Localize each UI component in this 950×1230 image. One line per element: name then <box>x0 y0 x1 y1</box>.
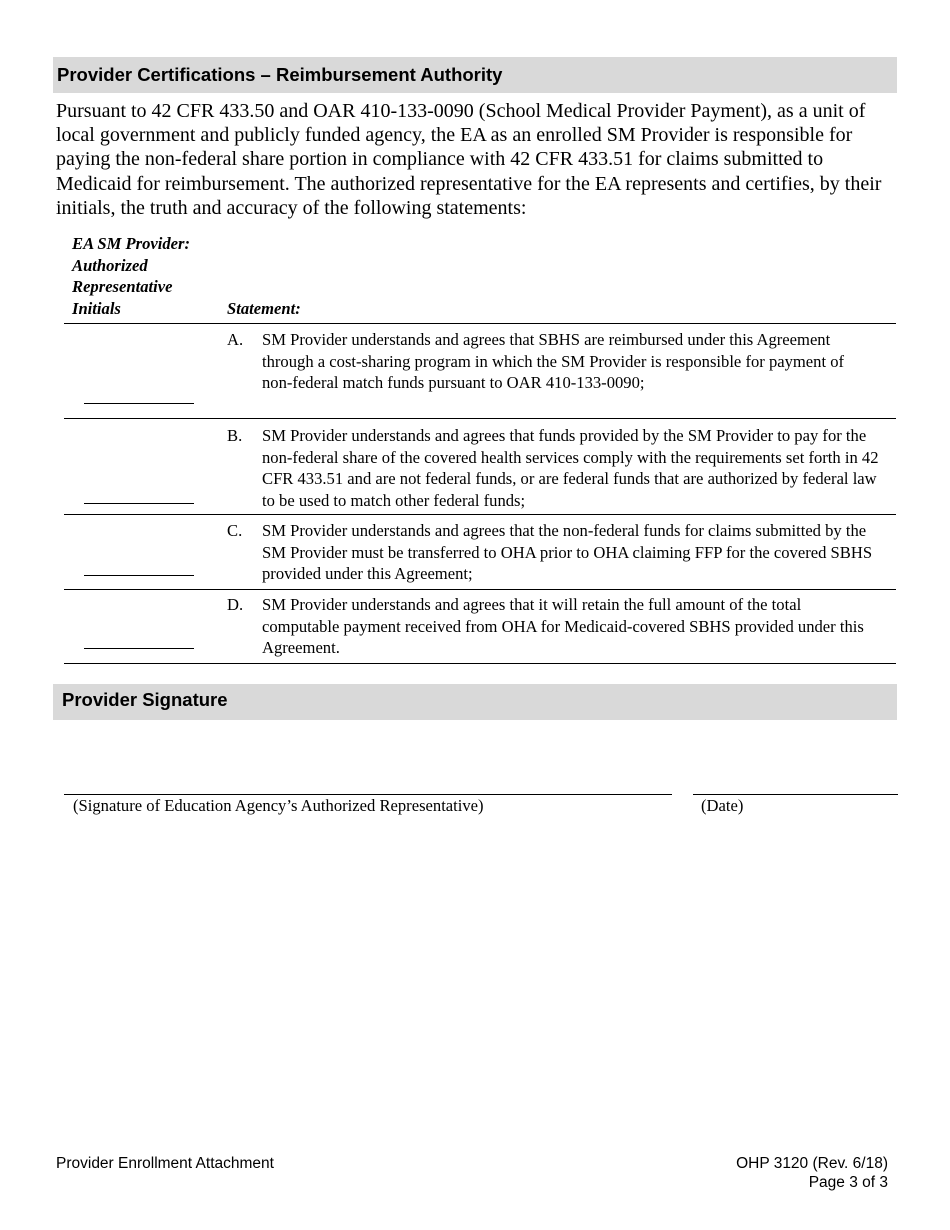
row-statement: SM Provider understands and agrees that the non-federal funds for claims submitted by the SM Provider must be transferred to OHA prior to OHA claiming FFP for the covered SBHS provided under this Agreement; <box>262 521 873 583</box>
certifications-heading: Provider Certifications – Reimbursement Authority <box>57 64 503 85</box>
row-divider <box>64 514 896 515</box>
certifications-section-header <box>53 57 897 93</box>
table-header-rule <box>64 323 896 324</box>
row-divider <box>64 418 896 419</box>
statement-column-header: Statement: <box>227 299 301 318</box>
initials-field-d[interactable] <box>84 648 194 649</box>
footer-right <box>736 1154 888 1192</box>
row-statement: SM Provider understands and agrees that funds provided by the SM Provider to pay for the non-federal share of the covered health services comply with the requirements set forth in 42 CFR 433.51 and are not federal funds, or are federal funds that are authorized by federal law to be used to match other federal funds; <box>262 426 879 510</box>
initials-field-b[interactable] <box>84 503 194 504</box>
page-number: Page 3 of 3 <box>808 1174 888 1191</box>
certifications-intro: Pursuant to 42 CFR 433.50 and OAR 410-133-0090 (School Medical Provider Payment), as a unit of local government and publicly funded agency, the EA as an enrolled SM Provider is responsible for paying the non-federal share portion in compliance with 42 CFR 433.51 for claims submitted to Medicaid for reimbursement. The authorized representative for the EA represents and certifies, by their initials, the truth and accuracy of the following statements: <box>56 100 882 219</box>
signature-caption: (Signature of Education Agency’s Authorized Representative) <box>73 796 484 815</box>
row-letter: A. <box>227 330 244 349</box>
signature-heading: Provider Signature <box>62 689 228 710</box>
row-letter: B. <box>227 426 243 445</box>
row-letter: D. <box>227 595 244 614</box>
row-statement: SM Provider understands and agrees that it will retain the full amount of the total computable payment received from OHA for Medicaid-covered SBHS provided under this Agreement. <box>262 595 864 657</box>
row-statement: SM Provider understands and agrees that SBHS are reimbursed under this Agreement through a cost-sharing program in which the SM Provider is responsible for payment of non-federal match funds pursuant to OAR 410-133-0090; <box>262 330 845 392</box>
date-caption: (Date) <box>701 796 744 815</box>
initials-column-header: EA SM Provider: Authorized Representative Initials <box>72 234 191 318</box>
table-bottom-rule <box>64 663 896 664</box>
initials-field-c[interactable] <box>84 575 194 576</box>
row-letter: C. <box>227 521 243 540</box>
form-number: OHP 3120 (Rev. 6/18) <box>736 1155 888 1172</box>
signature-section-header <box>53 684 897 720</box>
initials-field-a[interactable] <box>84 403 194 404</box>
row-divider <box>64 589 896 590</box>
footer-left: Provider Enrollment Attachment <box>56 1155 274 1172</box>
